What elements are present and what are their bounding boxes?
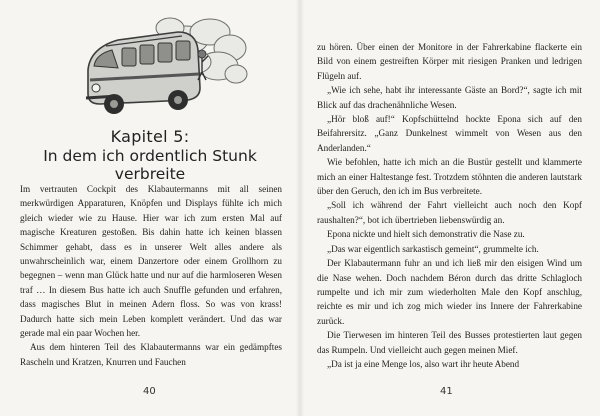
paragraph: „Hör bloß auf!“ Kopfschüttelnd hockte Epona sich auf den Beifahrersitz. „Ganz Dunkelnest wimmelt von Wesen aus den Anderlanden.“ <box>317 114 582 153</box>
paragraph: Die Tierwesen im hinteren Teil des Busses protestierten laut gegen das Rumpeln. Und vielleicht auch gegen meinen Mief. <box>317 330 582 355</box>
paragraph: „Soll ich während der Fahrt vielleicht auch noch den Kopf raushalten?“, bot ich übertrieben liebenswürdig an. <box>317 200 582 225</box>
paragraph: zu hören. Über einen der Monitore in der Fahrerkabine flackerte ein Bild von einem gestreiften Körper mit riesigen Pranken und ledrigen Flügeln auf. <box>317 42 582 81</box>
paragraph: Im vertrauten Cockpit des Klabautermanns mit all seinen merkwürdigen Apparaturen, Knöpfen und Displays fühlte ich mich gleich wieder wie zu Hause. Hier war ich zum ersten Mal auf magische Kreaturen gestoßen. Bis dahin hatte ich keinen blassen Schimmer gehabt, dass es in unserer Welt alles andere als unwahrscheinlich war, einem Danzertore oder einem Grollhorn zu begegnen – wenn man Glück hatte und nur auf die harmloseren Wesen traf … In diesem Bus hatte ich auch Snuffle gefunden und erfahren, dass magisches Blut in meinen Adern floss. So was von krass! Dadurch hatte sich mein Leben komplett verändert. Und das war gerade mal ein paar Wochen her. <box>20 184 282 339</box>
paragraph: „Wie ich sehe, habt ihr interessante Gäste an Bord?“, sagte ich mit Blick auf das drachenähnliche Wesen. <box>317 85 582 110</box>
page-number: 41 <box>440 386 453 397</box>
paragraph: „Da ist ja eine Menge los, also wart ihr heute Abend <box>327 358 520 369</box>
left-page-body <box>20 182 282 369</box>
paragraph: Aus dem hinteren Teil des Klabautermanns war ein gedämpftes Rascheln und Kratzen, Knurren und Fauchen <box>20 342 282 367</box>
chapter-label: Kapitel 5: <box>110 127 190 146</box>
paragraph: Der Klabautermann fuhr an und ich ließ mir den eisigen Wind um die Nase wehen. Doch nachdem Béron durch das dritte Schlagloch rumpelte und ich mir zum wiederholten Male den Kopf anschlug, reichte es mir und ich zog mich wieder ins Innere der Fahrerkabine zurück. <box>317 258 582 326</box>
right-page-body <box>317 40 582 371</box>
paragraph: „Das war eigentlich sarkastisch gemeint“, grummelte ich. <box>327 243 539 254</box>
bus-illustration-icon <box>78 10 248 120</box>
chapter-title: In dem ich ordentlich Stunk verbreite <box>43 147 257 183</box>
paragraph: Wie befohlen, hatte ich mich an die Bustür gestellt und klammerte mich an einer Haltestange fest. Trotzdem stöhnten die anderen lautstark über den Geruch, den ich im Bus verbreitete. <box>317 157 582 197</box>
page-number: 40 <box>143 386 156 397</box>
paragraph: Epona nickte und hielt sich demonstrativ die Nase zu. <box>327 229 525 240</box>
right-page <box>300 0 600 416</box>
